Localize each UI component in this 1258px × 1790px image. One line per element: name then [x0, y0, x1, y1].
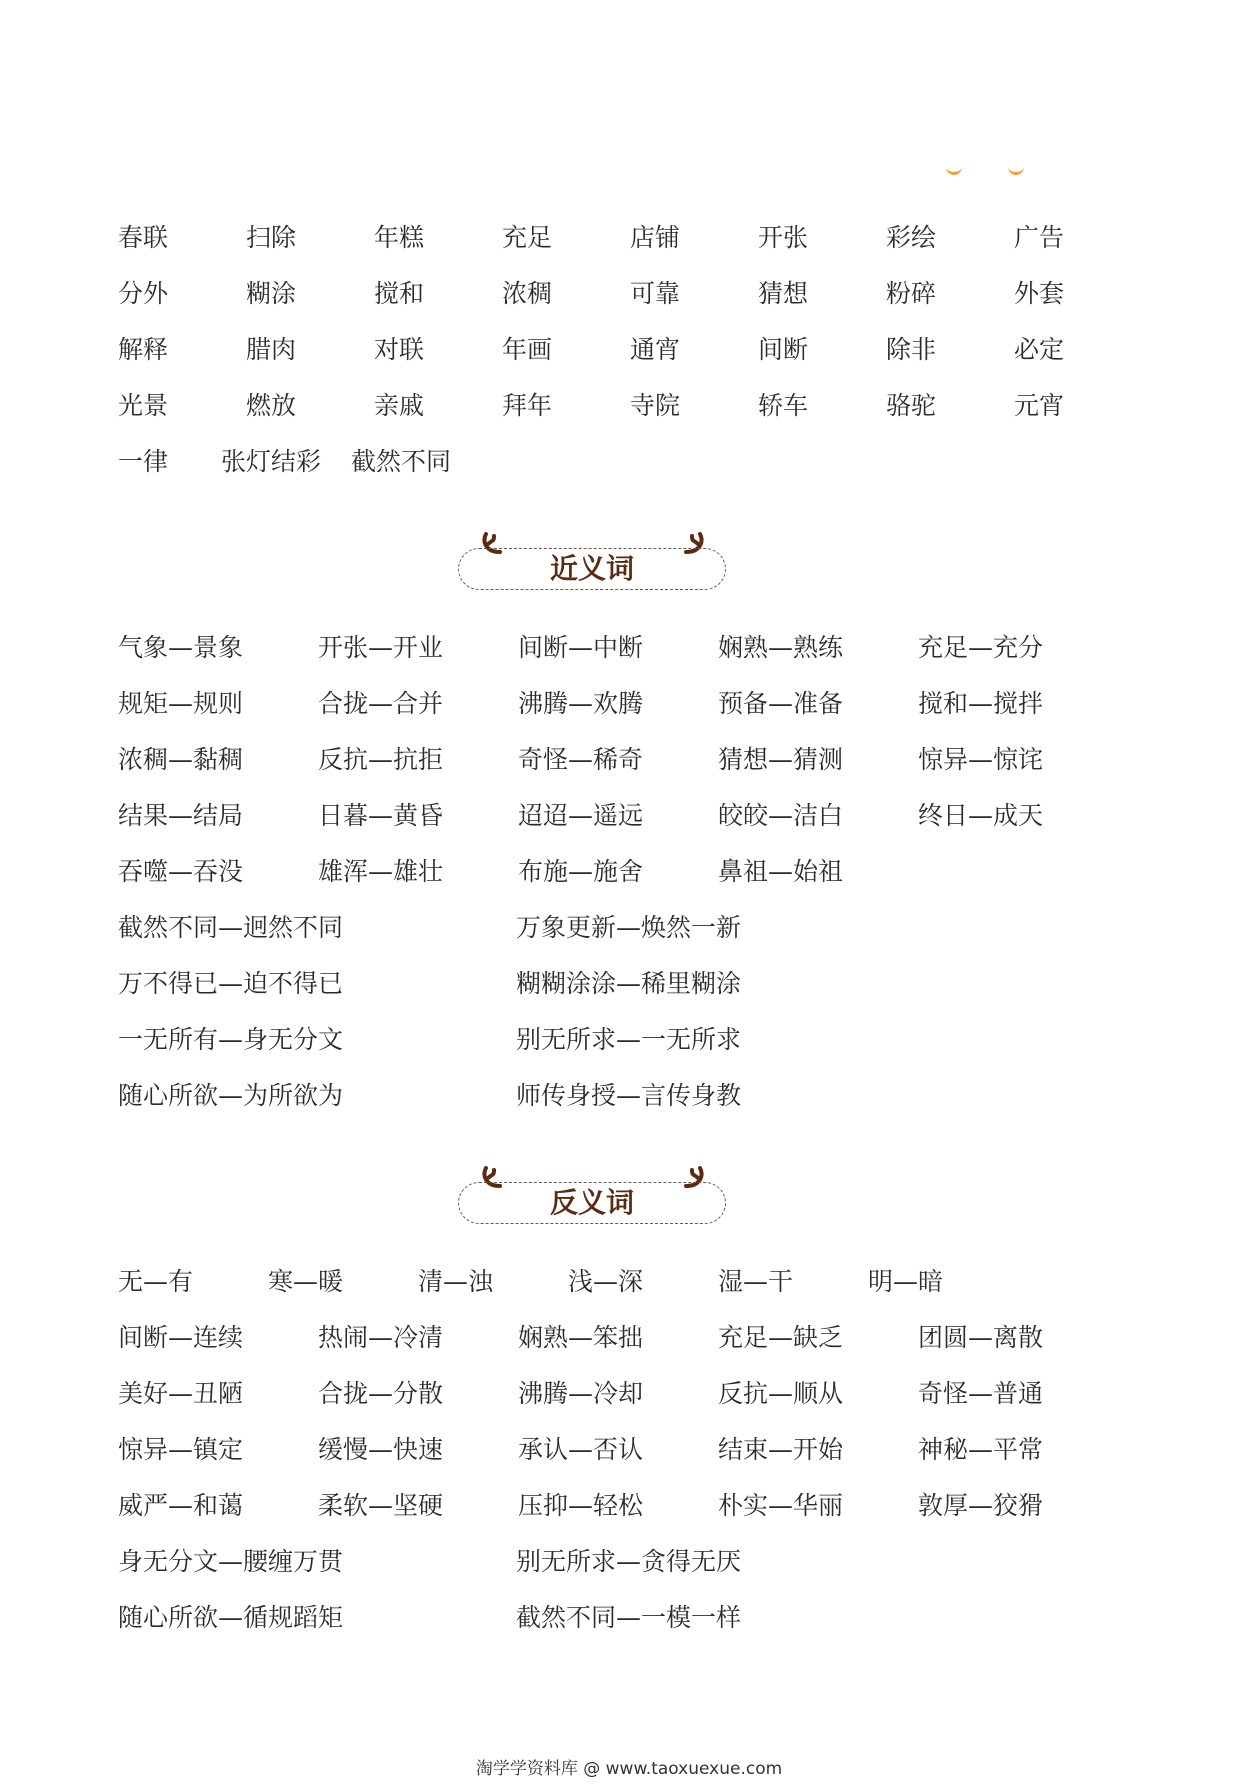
vocab-word: 燃放: [246, 391, 297, 420]
antonym-pair: 间断—连续: [118, 1323, 244, 1352]
antonym-pair: 结束—开始: [718, 1435, 844, 1464]
synonym-idiom-pair: 万象更新—焕然一新: [516, 913, 742, 942]
antonym-idiom-pair: 别无所求—贪得无厌: [516, 1547, 742, 1576]
antonym-pair: 惊异—镇定: [118, 1435, 244, 1464]
vocab-word: 年糕: [374, 223, 425, 252]
antonym-pair: 美好—丑陋: [118, 1379, 244, 1408]
antonym-pair: 柔软—坚硬: [318, 1491, 444, 1520]
synonym-pair: 奇怪—稀奇: [518, 745, 644, 774]
synonym-pair: 沸腾—欢腾: [518, 689, 644, 718]
antonym-idiom-pair: 随心所欲—循规蹈矩: [118, 1603, 344, 1632]
synonym-grid: [118, 620, 1118, 900]
vocab-word: 可靠: [630, 279, 681, 308]
vocab-word: 光景: [118, 391, 169, 420]
section-title: 反义词: [549, 1186, 634, 1219]
antonym-pair: 团圆—离散: [918, 1323, 1044, 1352]
ornament-right: [1008, 160, 1024, 175]
vocab-last-row: [118, 434, 477, 490]
section-title: 近义词: [549, 552, 634, 585]
antonym-pair: 压抑—轻松: [518, 1491, 644, 1520]
vocab-word: 扫除: [246, 223, 297, 252]
antonym-pair: 缓慢—快速: [318, 1435, 444, 1464]
vocab-grid: [118, 210, 1142, 434]
synonym-idiom-pair: 一无所有—身无分文: [118, 1025, 344, 1054]
antonym-pair: 明—暗: [868, 1267, 944, 1296]
vocab-word: 粉碎: [886, 279, 937, 308]
vocab-word: 腊肉: [246, 335, 297, 364]
ornament-left: [946, 160, 962, 175]
antonym-grid: [118, 1310, 1118, 1534]
synonym-idiom-pair: 截然不同—迥然不同: [118, 913, 344, 942]
synonym-pair: 反抗—抗拒: [318, 745, 444, 774]
synonym-pair: 惊异—惊诧: [918, 745, 1044, 774]
vocab-word: 除非: [886, 335, 937, 364]
vocab-word: 广告: [1014, 223, 1065, 252]
synonym-pair: 猜想—猜测: [718, 745, 844, 774]
synonym-pair: 日暮—黄昏: [318, 801, 444, 830]
antonym-pair: 湿—干: [718, 1267, 794, 1296]
vocab-word: 彩绘: [886, 223, 937, 252]
synonym-pair: 预备—准备: [718, 689, 844, 718]
synonym-pair: 搅和—搅拌: [918, 689, 1044, 718]
antonym-pair: 奇怪—普通: [918, 1379, 1044, 1408]
synonym-idiom-pair: 师传身授—言传身教: [516, 1081, 742, 1110]
synonym-idiom-pair: 随心所欲—为所欲为: [118, 1081, 344, 1110]
antonym-pair: 神秘—平常: [918, 1435, 1044, 1464]
antonym-pair: 无—有: [118, 1267, 194, 1296]
vocab-word: 必定: [1014, 335, 1065, 364]
synonym-pair: 布施—施舍: [518, 857, 644, 886]
vocab-word: 骆驼: [886, 391, 937, 420]
antonym-pair: 充足—缺乏: [718, 1323, 844, 1352]
antonym-pair: 寒—暖: [268, 1267, 344, 1296]
vocab-word: 亲戚: [374, 391, 425, 420]
synonym-pair: 气象—景象: [118, 633, 244, 662]
vocab-word: 猜想: [758, 279, 809, 308]
vocab-word: 轿车: [758, 391, 809, 420]
antonym-pair: 沸腾—冷却: [518, 1379, 644, 1408]
vocab-word: 充足: [502, 223, 553, 252]
vocab-word: 通宵: [630, 335, 681, 364]
antonym-pair: 娴熟—笨拙: [518, 1323, 644, 1352]
synonym-pair: 规矩—规则: [118, 689, 244, 718]
synonym-pair: 终日—成天: [918, 801, 1044, 830]
vocab-word: 开张: [758, 223, 809, 252]
antonym-short-grid: [118, 1254, 1018, 1310]
vocab-word: 糊涂: [246, 279, 297, 308]
synonym-pair: 开张—开业: [318, 633, 444, 662]
vocab-word: 对联: [374, 335, 425, 364]
synonym-pair: 鼻祖—始祖: [718, 857, 844, 886]
vocab-word: 拜年: [502, 391, 553, 420]
footer-watermark: 淘学学资料库 @ www.taoxuexue.com: [475, 1759, 783, 1779]
vocab-word: 寺院: [630, 391, 681, 420]
antonym-pair: 清—浊: [418, 1267, 494, 1296]
vocab-word: 张灯结彩: [221, 447, 322, 476]
antonym-idiom-grid: [118, 1534, 914, 1646]
synonyms-header: [458, 538, 730, 584]
antonym-idiom-pair: 截然不同—一模一样: [516, 1603, 742, 1632]
synonym-pair: 吞噬—吞没: [118, 857, 244, 886]
synonym-idiom-pair: 糊糊涂涂—稀里糊涂: [516, 969, 742, 998]
synonym-pair: 合拢—合并: [318, 689, 444, 718]
vocab-word: 元宵: [1014, 391, 1065, 420]
vocab-word: 解释: [118, 335, 169, 364]
vocab-word: 搅和: [374, 279, 425, 308]
vocab-word: 浓稠: [502, 279, 553, 308]
synonym-pair: 娴熟—熟练: [718, 633, 844, 662]
synonym-idiom-grid: [118, 900, 914, 1124]
synonym-pair: 结果—结局: [118, 801, 244, 830]
synonym-idiom-pair: 别无所求—一无所求: [516, 1025, 742, 1054]
antonym-pair: 反抗—顺从: [718, 1379, 844, 1408]
antonyms-header: [458, 1172, 730, 1218]
antonym-pair: 敦厚—狡猾: [918, 1491, 1044, 1520]
antonym-pair: 合拢—分散: [318, 1379, 444, 1408]
vocab-word: 间断: [758, 335, 809, 364]
antonym-pair: 浅—深: [568, 1267, 644, 1296]
synonym-pair: 皎皎—洁白: [718, 801, 844, 830]
antonym-pair: 承认—否认: [518, 1435, 644, 1464]
vocab-word: 外套: [1014, 279, 1065, 308]
antonym-idiom-pair: 身无分文—腰缠万贯: [118, 1547, 344, 1576]
vocab-word: 一律: [118, 447, 169, 476]
antonym-pair: 威严—和蔼: [118, 1491, 244, 1520]
synonym-pair: 间断—中断: [518, 633, 644, 662]
synonym-pair: 充足—充分: [918, 633, 1044, 662]
antonym-pair: 热闹—冷清: [318, 1323, 444, 1352]
antonym-pair: 朴实—华丽: [718, 1491, 844, 1520]
vocab-word: 年画: [502, 335, 553, 364]
vocab-word: 截然不同: [351, 447, 452, 476]
synonym-idiom-pair: 万不得已—迫不得已: [118, 969, 344, 998]
synonym-pair: 雄浑—雄壮: [318, 857, 444, 886]
vocab-word: 春联: [118, 223, 169, 252]
synonym-pair: 浓稠—黏稠: [118, 745, 244, 774]
synonym-pair: 迢迢—遥远: [518, 801, 644, 830]
vocab-word: 分外: [118, 279, 169, 308]
vocab-word: 店铺: [630, 223, 681, 252]
